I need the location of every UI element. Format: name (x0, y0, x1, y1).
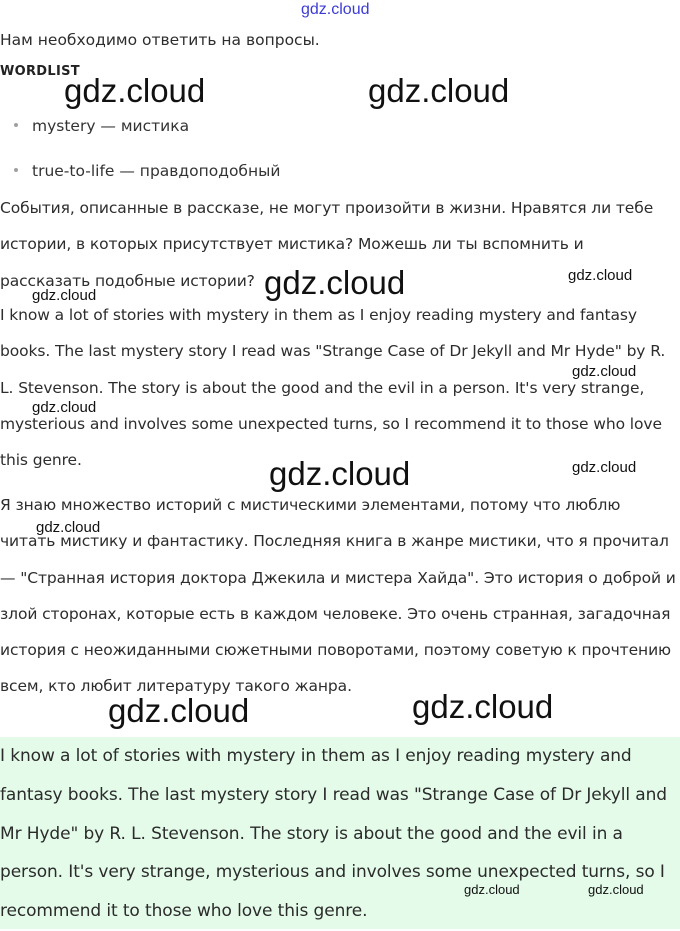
intro-text: Нам необходимо ответить на вопросы. (0, 31, 320, 49)
answer-russian-paragraph: Я знаю множество историй с мистическими элементами, потому что люблю читать мистику и фантастику. Последняя книга в жанре мистики, что я прочитал — "Странная история доктора Джекила и мистера Хайда". Это история о доброй и злой сторонах, которые есть в каждом человеке. Это очень странная, загадочная история с неожиданными сюжетными поворотами, поэтому советую к прочтению всем, кто любит литературу такого жанра. (0, 496, 676, 696)
watermark: gdz.cloud (572, 459, 637, 476)
watermark: gdz.cloud (368, 72, 510, 109)
watermark: gdz.cloud (572, 363, 637, 380)
wordlist-item (14, 117, 189, 135)
wordlist-item (14, 162, 280, 180)
watermark: gdz.cloud (269, 455, 411, 492)
watermark: gdz.cloud (32, 287, 97, 304)
watermark: gdz.cloud (412, 688, 554, 725)
highlighted-answer-text: I know a lot of stories with mystery in them as I enjoy reading mystery and fantasy books. The last mystery story I read was "Strange Case of Dr Jekyll and Mr Hyde" by R. L. Stevenson. The story is about the good and the evil in a person. It's very strange, mysterious and involves some unexpected turns, so I recommend it to those who love this genre. (0, 746, 667, 922)
watermark-top: gdz.cloud (301, 1, 370, 18)
answer-english-paragraph: I know a lot of stories with mystery in them as I enjoy reading mystery and fantasy books. The last mystery story I read was "Strange Case of Dr Jekyll and Mr Hyde" by R. L. Stevenson. The story is about the good and the evil in a person. It's very strange, mysterious and involves some unexpected turns, so I recommend it to those who love this genre. (0, 306, 666, 470)
watermark: gdz.cloud (568, 267, 633, 284)
wordlist-item-text: mystery — мистика (32, 117, 190, 135)
wordlist-item-text: true-to-life — правдоподобный (32, 162, 281, 180)
watermark: gdz.cloud (36, 519, 101, 536)
question-paragraph: События, описанные в рассказе, не могут произойти в жизни. Нравятся ли тебе истории, в которых присутствует мистика? Можешь ли ты вспомнить и рассказать подобные истории? (0, 199, 654, 290)
watermark: gdz.cloud (588, 882, 644, 897)
watermark: gdz.cloud (64, 72, 206, 109)
watermark: gdz.cloud (264, 264, 406, 301)
bullet-icon (14, 168, 18, 172)
watermark: gdz.cloud (32, 399, 97, 416)
watermark: gdz.cloud (108, 692, 250, 729)
watermark: gdz.cloud (464, 882, 520, 897)
wordlist-title: WORDLIST (0, 64, 80, 79)
bullet-icon (14, 123, 18, 127)
